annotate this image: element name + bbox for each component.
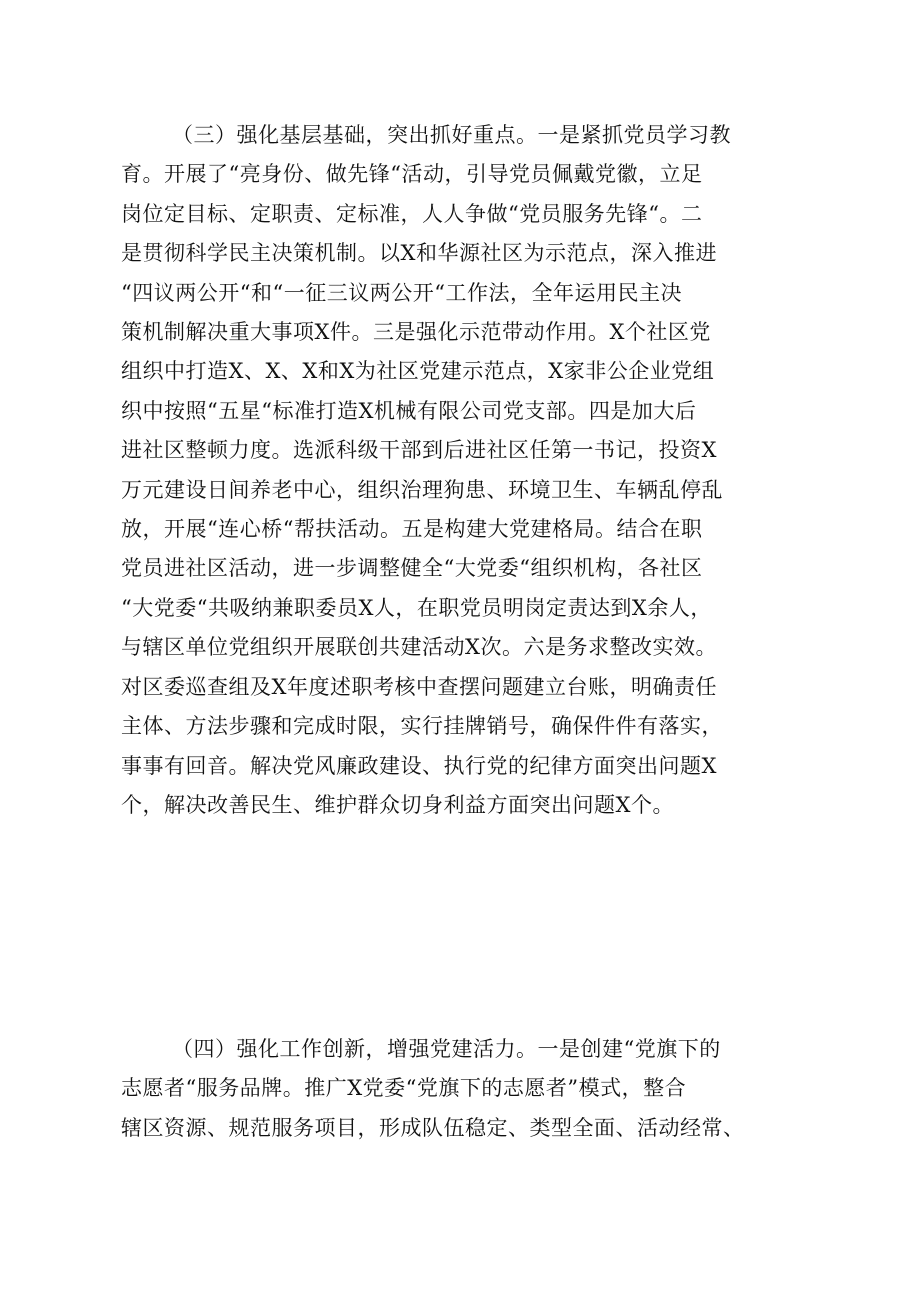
paragraph-line: 是贯彻科学民主决策机制。以X和华源社区为示范点，深入推进 <box>121 241 717 266</box>
paragraph-section-three <box>121 116 812 825</box>
paragraph-line: （三）强化基层基础，突出抓好重点。一是紧抓党员学习教 <box>172 123 731 147</box>
paragraph-line: 育。开展了“亮身份、做先锋“活动，引导党员佩戴党徽，立足 <box>121 162 703 187</box>
paragraph-line: 岗位定目标、定职责、定标准，人人争做“党员服务先锋“。二 <box>121 201 703 226</box>
paragraph-line: 主体、方法步骤和完成时限，实行挂牌销号，确保件件有落实， <box>121 714 723 739</box>
paragraph-line: “四议两公开“和“一征三议两公开“工作法，全年运用民主决 <box>121 280 682 305</box>
paragraph-line: 组织中打造X、X、X和X为社区党建示范点，X家非公企业党组 <box>121 359 715 384</box>
paragraph-line: 对区委巡查组及X年度述职考核中查摆问题建立台账，明确责任 <box>121 674 717 699</box>
paragraph-section-four <box>121 1030 812 1148</box>
paragraph-line: 进社区整顿力度。选派科级干部到后进社区任第一书记，投资X <box>121 438 717 463</box>
paragraph-line: 与辖区单位党组织开展联创共建活动X次。六是务求整改实效。 <box>121 635 717 660</box>
paragraph-line: 辖区资源、规范服务项目，形成队伍稳定、类型全面、活动经常、 <box>121 1115 745 1140</box>
paragraph-line: 个，解决改善民生、维护群众切身利益方面突出问题X个。 <box>121 792 674 817</box>
paragraph-line: 志愿者“服务品牌。推广X党委“党旗下的志愿者”模式，整合 <box>121 1076 687 1101</box>
paragraph-line: 策机制解决重大事项X件。三是强化示范带动作用。X个社区党 <box>121 320 711 345</box>
paragraph-line: 织中按照“五星“标准打造X机械有限公司党支部。四是加大后 <box>121 398 697 423</box>
paragraph-line: 万元建设日间养老中心，组织治理狗患、环境卫生、车辆乱停乱 <box>121 477 723 502</box>
paragraph-line: “大党委“共吸纳兼职委员X人，在职党员明岗定责达到X余人， <box>121 595 712 620</box>
paragraph-line: 事事有回音。解决党风廉政建设、执行党的纪律方面突出问题X <box>121 753 717 778</box>
paragraph-line: 党员进社区活动，进一步调整健全“大党委“组织机构，各社区 <box>121 556 703 581</box>
paragraph-line: 放，开展“连心桥“帮扶活动。五是构建大党建格局。结合在职 <box>121 517 703 542</box>
paragraph-line: （四）强化工作创新，增强党建活力。一是创建“党旗下的 <box>172 1037 721 1061</box>
